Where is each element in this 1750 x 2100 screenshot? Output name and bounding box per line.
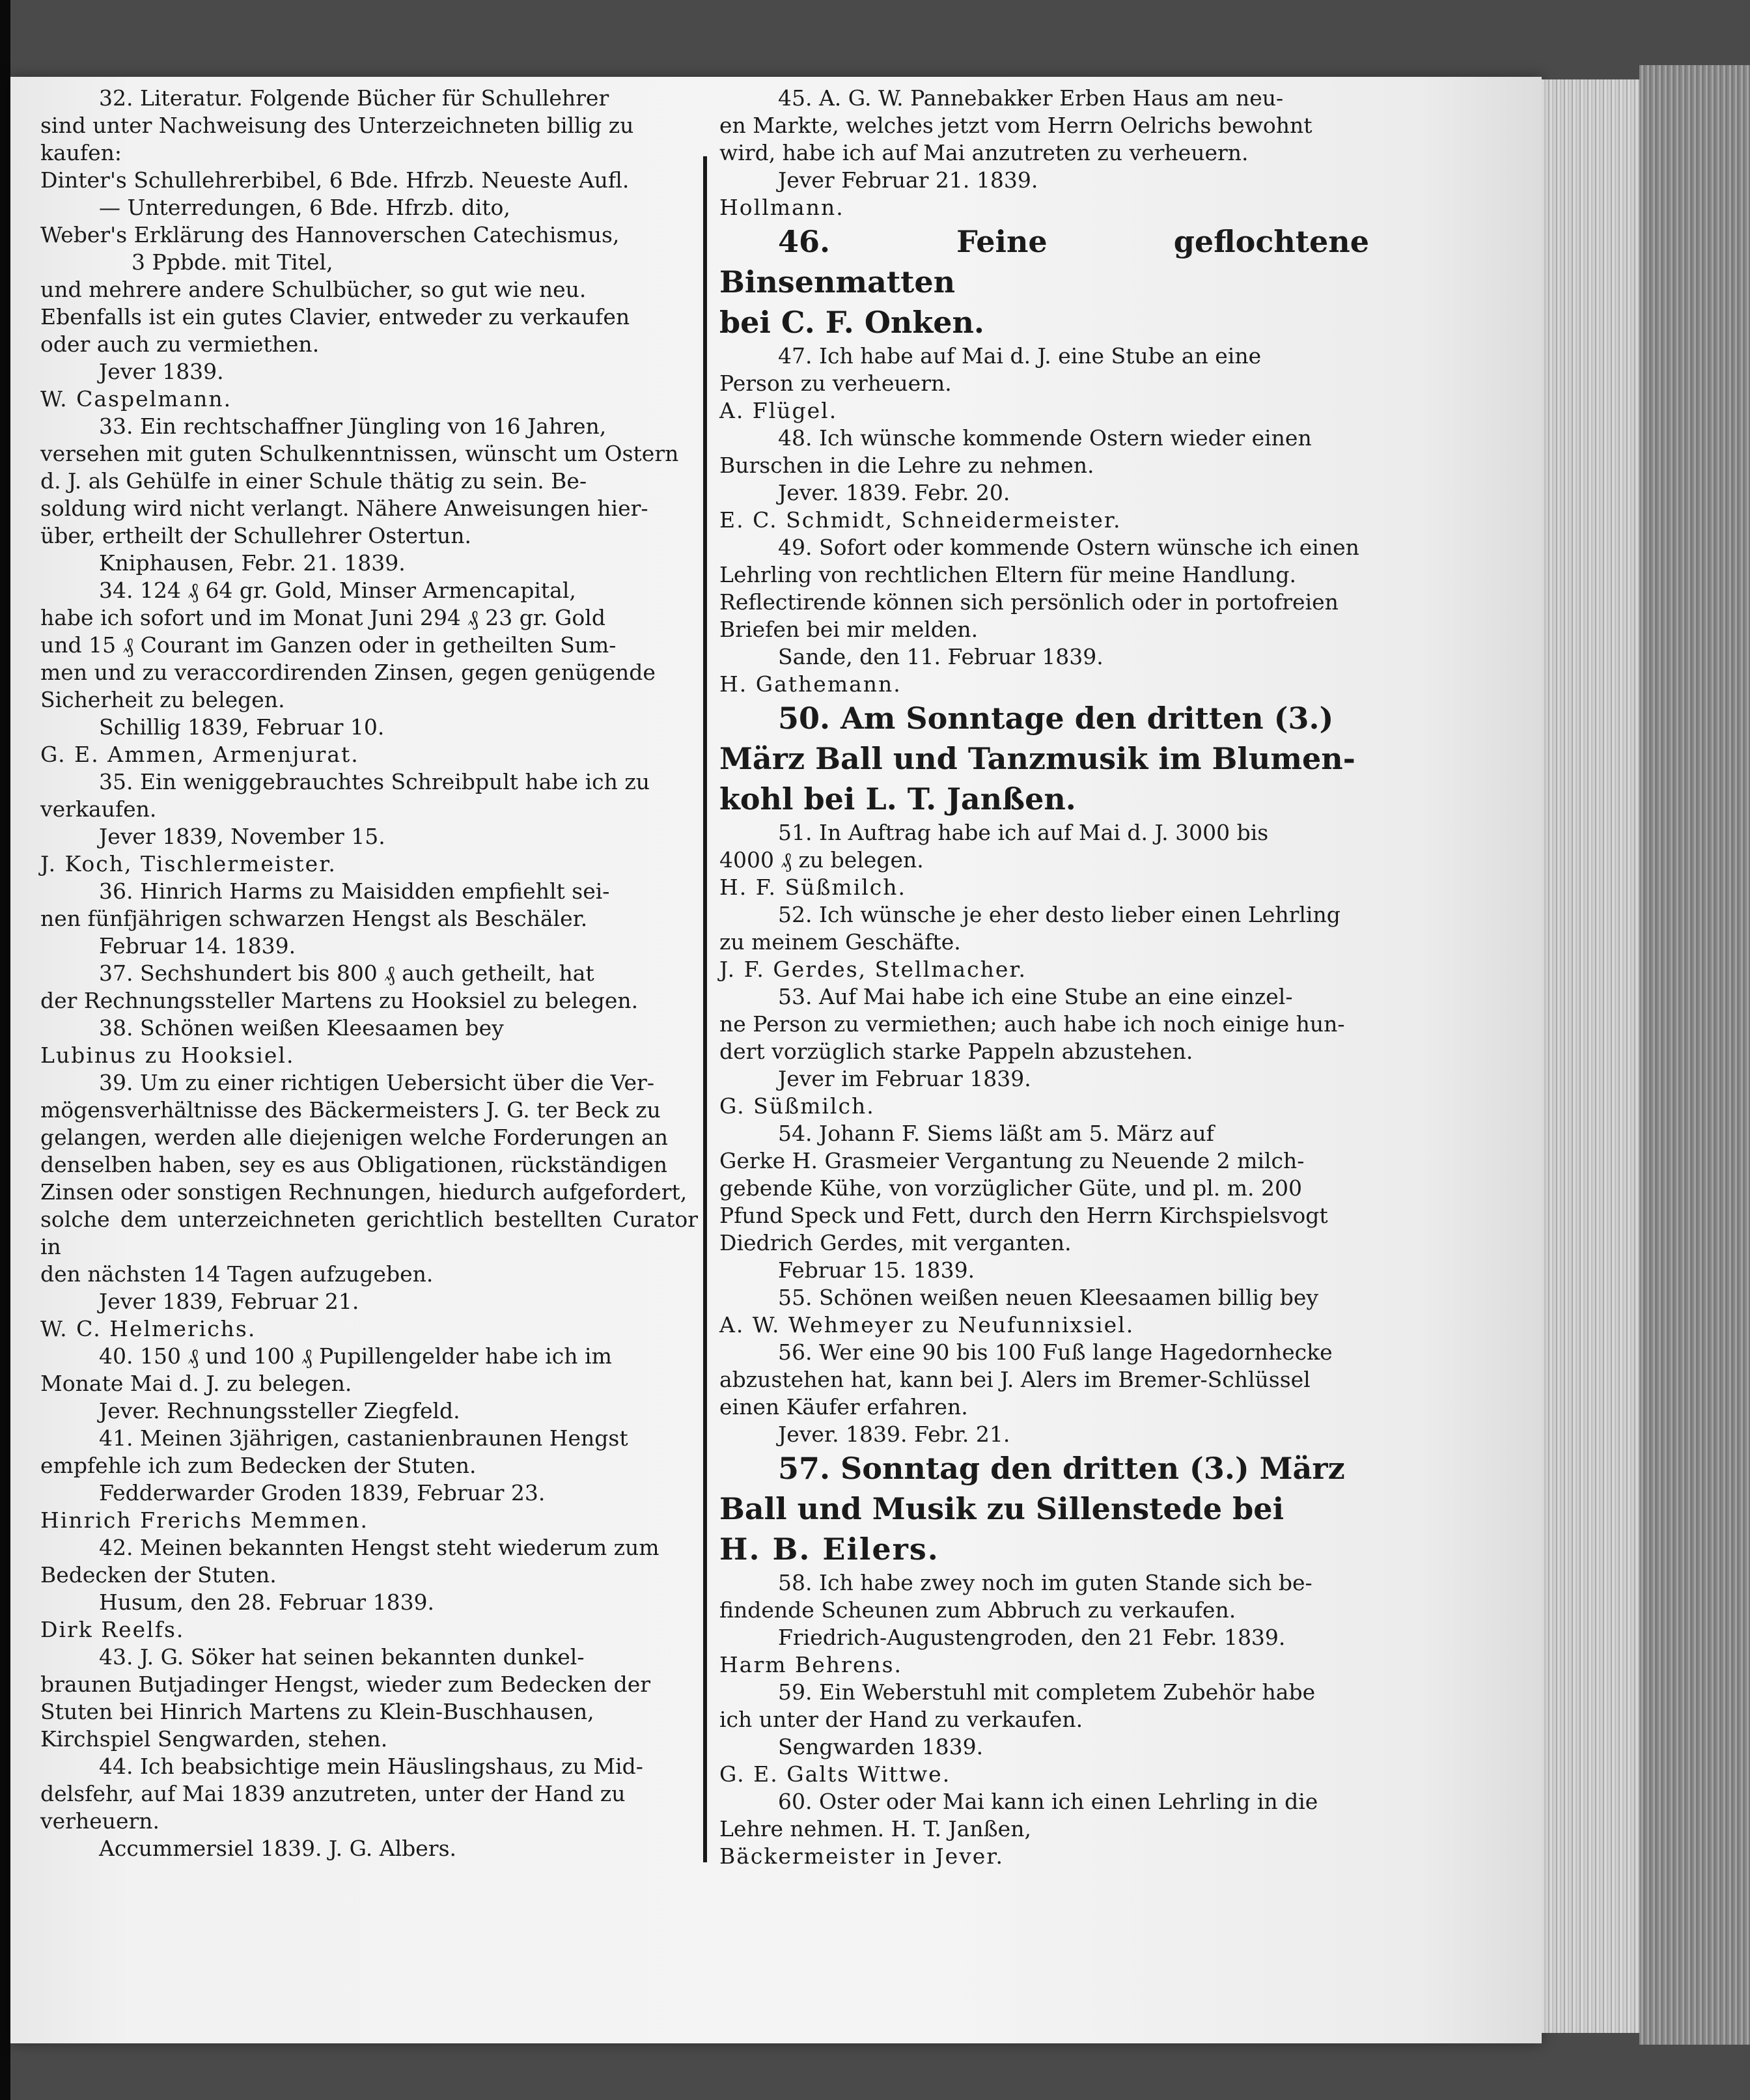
text-line: Monate Mai d. J. zu belegen. [40, 1371, 352, 1396]
text-line: und mehrere andere Schulbücher, so gut wie neu. [40, 277, 587, 302]
text-line: 33. Ein rechtschaffner Jüngling von 16 Jahren, [99, 413, 607, 439]
text-line: ne Person zu vermiethen; auch habe ich noch einige hun- [719, 1011, 1345, 1037]
text-line: H. Gathemann. [719, 671, 902, 697]
text-line: 56. Wer eine 90 bis 100 Fuß lange Hagedornhecke [778, 1339, 1333, 1365]
text-line: den nächsten 14 Tagen aufzugeben. [40, 1261, 434, 1287]
text-line: Ebenfalls ist ein gutes Clavier, entweder zu verkaufen [40, 304, 630, 329]
text-line: delsfehr, auf Mai 1839 anzutreten, unter der Hand zu [40, 1781, 626, 1806]
advertisement-entry [719, 1448, 1369, 1569]
advertisement-entry [719, 1339, 1369, 1448]
text-line: Kniphausen, Febr. 21. 1839. [99, 550, 406, 576]
book-edge-left [0, 0, 10, 2100]
book-cover-edge [1639, 65, 1750, 2045]
text-line: 60. Oster oder Mai kann ich einen Lehrling in die [778, 1789, 1318, 1814]
text-line: A. Flügel. [719, 398, 838, 423]
text-line: en Markte, welches jetzt vom Herrn Oelrichs bewohnt [719, 113, 1312, 138]
text-line: denselben haben, sey es aus Obligationen, rückständigen [40, 1152, 668, 1177]
text-line: Zinsen oder sonstigen Rechnungen, hiedurch aufgefordert, [40, 1179, 688, 1205]
text-line: 55. Schönen weißen neuen Kleesaamen billig bey [778, 1285, 1319, 1310]
text-line: Lehrling von rechtlichen Eltern für meine Handlung. [719, 562, 1296, 587]
text-line: 47. Ich habe auf Mai d. J. eine Stube an eine [778, 343, 1262, 369]
text-line: Lehre nehmen. H. T. Janßen, [719, 1816, 1031, 1841]
text-line: 35. Ein weniggebrauchtes Schreibpult habe ich zu [99, 769, 650, 794]
text-line: Sengwarden 1839. [778, 1734, 984, 1759]
text-line: 50. Am Sonntage den dritten (3.) [778, 701, 1334, 736]
text-line: versehen mit guten Schulkenntnissen, wünscht um Ostern [40, 441, 679, 466]
text-line: Bäckermeister in Jever. [719, 1843, 1004, 1869]
text-line: 45. A. G. W. Pannebakker Erben Haus am neu- [778, 85, 1284, 111]
text-line: 52. Ich wünsche je eher desto lieber einen Lehrling [778, 902, 1340, 927]
text-line: 39. Um zu einer richtigen Uebersicht über die Ver- [99, 1070, 654, 1095]
text-line: 49. Sofort oder kommende Ostern wünsche ich einen [778, 535, 1359, 560]
advertisement-entry [719, 85, 1369, 221]
text-line: Jever im Februar 1839. [778, 1066, 1031, 1091]
advertisement-entry [719, 534, 1369, 698]
left-column [40, 85, 698, 1862]
text-line: gelangen, werden alle diejenigen welche Forderungen an [40, 1125, 669, 1150]
text-line: soldung wird nicht verlangt. Nähere Anweisungen hier- [40, 496, 648, 521]
text-line: Jever 1839. [99, 359, 224, 384]
text-line: 57. Sonntag den dritten (3.) März [778, 1451, 1345, 1486]
text-line: kohl bei L. T. Janßen. [719, 781, 1076, 817]
advertisement-entry [719, 343, 1369, 425]
text-line: J. Koch, Tischlermeister. [40, 851, 337, 876]
text-line: März Ball und Tanzmusik im Blumen- [719, 741, 1355, 776]
advertisement-entry [40, 1015, 698, 1069]
text-line: dert vorzüglich starke Pappeln abzustehen. [719, 1039, 1193, 1064]
text-line: 34. 124 ₰ 64 gr. Gold, Minser Armencapital, [99, 578, 576, 603]
text-line: nen fünfjährigen schwarzen Hengst als Beschäler. [40, 906, 588, 931]
right-column [719, 85, 1369, 1870]
text-line: wird, habe ich auf Mai anzutreten zu verheuern. [719, 140, 1249, 165]
text-line: 36. Hinrich Harms zu Maisidden empfiehlt sei- [99, 878, 610, 904]
text-line: Diedrich Gerdes, mit verganten. [719, 1230, 1072, 1255]
text-line: ich unter der Hand zu verkaufen. [719, 1707, 1083, 1732]
text-line: W. Caspelmann. [40, 386, 232, 412]
advertisement-entry [40, 1425, 698, 1534]
advertisement-entry [719, 1679, 1369, 1788]
advertisement-entry [40, 878, 698, 960]
text-line: Jever. 1839. Febr. 21. [778, 1421, 1010, 1447]
text-line: 41. Meinen 3jährigen, castanienbraunen Hengst [99, 1425, 628, 1451]
advertisement-entry [40, 1534, 698, 1644]
text-line: Sande, den 11. Februar 1839. [778, 644, 1104, 669]
text-line: d. J. als Gehülfe in einer Schule thätig zu sein. Be- [40, 468, 587, 494]
text-line: J. F. Gerdes, Stellmacher. [719, 957, 1027, 982]
text-line: 38. Schönen weißen Kleesaamen bey [99, 1015, 504, 1041]
text-line: 4000 ₰ zu belegen. [719, 847, 924, 873]
text-line: empfehle ich zum Bedecken der Stuten. [40, 1453, 477, 1478]
text-line: H. F. Süßmilch. [719, 875, 907, 900]
text-line: gebende Kühe, von vorzüglicher Güte, und pl. m. 200 [719, 1175, 1303, 1201]
text-line: Sicherheit zu belegen. [40, 687, 285, 712]
text-line: Briefen bei mir melden. [719, 617, 979, 642]
text-line: kaufen: [40, 140, 122, 165]
advertisement-entry [40, 1343, 698, 1425]
advertisement-entry [40, 577, 698, 768]
text-line: der Rechnungssteller Martens zu Hooksiel zu belegen. [40, 988, 639, 1013]
text-line: 40. 150 ₰ und 100 ₰ Pupillengelder habe ich im [99, 1343, 612, 1369]
text-line: und 15 ₰ Courant im Ganzen oder in getheilten Sum- [40, 632, 617, 658]
text-line: G. E. Ammen, Armenjurat. [40, 742, 359, 767]
advertisement-entry [719, 1569, 1369, 1679]
text-line: Jever. 1839. Febr. 20. [778, 480, 1010, 505]
advertisement-entry [719, 819, 1369, 901]
text-line: Person zu verheuern. [719, 371, 952, 396]
text-line: Lubinus zu Hooksiel. [40, 1043, 295, 1068]
text-line: einen Käufer erfahren. [719, 1394, 968, 1420]
text-line: Jever. Rechnungssteller Ziegfeld. [99, 1398, 460, 1423]
text-line: 48. Ich wünsche kommende Ostern wieder einen [778, 425, 1312, 451]
text-line: Kirchspiel Sengwarden, stehen. [40, 1726, 388, 1752]
text-line: Ball und Musik zu Sillenstede bei [719, 1491, 1285, 1526]
text-line: Weber's Erklärung des Hannoverschen Catechismus, [40, 222, 620, 247]
text-line: Accummersiel 1839. J. G. Albers. [99, 1836, 457, 1861]
text-line: Gerke H. Grasmeier Vergantung zu Neuende 2 milch- [719, 1148, 1305, 1173]
text-line: 59. Ein Weberstuhl mit completem Zubehör habe [778, 1679, 1316, 1705]
advertisement-entry [719, 1284, 1369, 1339]
text-line: mögensverhältnisse des Bäckermeisters J. G. ter Beck zu [40, 1097, 661, 1123]
text-line: Pfund Speck und Fett, durch den Herrn Kirchspielsvogt [719, 1203, 1328, 1228]
text-line: Schillig 1839, Februar 10. [99, 714, 385, 740]
text-line: habe ich sofort und im Monat Juni 294 ₰ 23 gr. Gold [40, 605, 605, 630]
advertisement-entry [719, 1120, 1369, 1284]
text-line: 43. J. G. Söker hat seinen bekannten dunkel- [99, 1644, 585, 1670]
text-line: 46. Feine geflochtene Binsenmatten [719, 224, 1369, 300]
text-line: Dirk Reelfs. [40, 1617, 185, 1642]
column-divider [703, 156, 707, 1862]
text-line: Februar 15. 1839. [778, 1257, 975, 1283]
text-line: über, ertheilt der Schullehrer Ostertun. [40, 523, 472, 548]
text-line: Februar 14. 1839. [99, 933, 296, 959]
text-line: verheuern. [40, 1808, 160, 1834]
text-line: sind unter Nachweisung des Unterzeichneten billig zu [40, 113, 634, 138]
advertisement-entry [719, 221, 1369, 343]
text-line: bei C. F. Onken. [719, 305, 984, 340]
text-line: Jever 1839, Februar 21. [99, 1289, 359, 1314]
text-line: Bedecken der Stuten. [40, 1562, 277, 1588]
advertisement-entry [719, 425, 1369, 534]
page-stack-edge [1542, 79, 1639, 2033]
advertisement-entry [40, 1069, 698, 1343]
text-line: oder auch zu vermiethen. [40, 331, 320, 357]
text-line: Dinter's Schullehrerbibel, 6 Bde. Hfrzb. Neueste Aufl. [40, 167, 630, 193]
text-line: men und zu veraccordirenden Zinsen, gegen genügende [40, 660, 656, 685]
text-line: Husum, den 28. Februar 1839. [99, 1589, 435, 1615]
text-line: braunen Butjadinger Hengst, wieder zum Bedecken der [40, 1672, 651, 1697]
text-line: zu meinem Geschäfte. [719, 929, 961, 955]
text-line: verkaufen. [40, 796, 157, 822]
text-line: G. E. Galts Wittwe. [719, 1761, 951, 1787]
text-line: Jever Februar 21. 1839. [778, 167, 1038, 193]
text-line: 42. Meinen bekannten Hengst steht wiederum zum [99, 1535, 660, 1560]
advertisement-entry [40, 960, 698, 1015]
text-line: 3 Ppbde. mit Titel, [132, 249, 333, 275]
text-line: 51. In Auftrag habe ich auf Mai d. J. 3000 bis [778, 820, 1269, 845]
text-line: Harm Behrens. [719, 1652, 903, 1677]
text-line: solche dem unterzeichneten gerichtlich bestellten Curator in [40, 1207, 698, 1259]
advertisement-entry [719, 983, 1369, 1120]
text-line: Friedrich-Augustengroden, den 21 Febr. 1839. [778, 1625, 1286, 1650]
text-line: W. C. Helmerichs. [40, 1316, 257, 1341]
text-line: Hollmann. [719, 195, 844, 220]
text-line: — Unterredungen, 6 Bde. Hfrzb. dito, [99, 195, 510, 220]
text-line: A. W. Wehmeyer zu Neufunnixsiel. [719, 1312, 1135, 1337]
advertisement-entry [40, 85, 698, 413]
advertisement-entry [40, 413, 698, 577]
text-line: Stuten bei Hinrich Martens zu Klein-Buschhausen, [40, 1699, 594, 1724]
text-line: E. C. Schmidt, Schneidermeister. [719, 507, 1122, 533]
advertisement-entry [719, 1788, 1369, 1870]
text-line: Hinrich Frerichs Memmen. [40, 1507, 369, 1533]
text-line: G. Süßmilch. [719, 1093, 875, 1119]
text-line: 53. Auf Mai habe ich eine Stube an eine einzel- [778, 984, 1293, 1009]
text-line: 37. Sechshundert bis 800 ₰ auch getheilt, hat [99, 960, 594, 986]
text-line: 44. Ich beabsichtige mein Häuslingshaus, zu Mid- [99, 1754, 643, 1779]
advertisement-entry [40, 1644, 698, 1753]
advertisement-entry [719, 698, 1369, 819]
text-line: Jever 1839, November 15. [99, 824, 385, 849]
text-line: Reflectirende können sich persönlich oder in portofreien [719, 589, 1339, 615]
text-line: 54. Johann F. Siems läßt am 5. März auf [778, 1121, 1214, 1146]
text-line: 32. Literatur. Folgende Bücher für Schullehrer [99, 85, 609, 111]
advertisement-entry [40, 768, 698, 878]
advertisement-entry [40, 1753, 698, 1862]
text-line: findende Scheunen zum Abbruch zu verkaufen. [719, 1597, 1236, 1623]
text-line: Burschen in die Lehre zu nehmen. [719, 453, 1094, 478]
text-line: abzustehen hat, kann bei J. Alers im Bremer-Schlüssel [719, 1367, 1311, 1392]
text-line: Fedderwarder Groden 1839, Februar 23. [99, 1480, 546, 1505]
text-line: H. B. Eilers. [719, 1532, 939, 1567]
text-line: 58. Ich habe zwey noch im guten Stande sich be- [778, 1570, 1312, 1595]
advertisement-entry [719, 901, 1369, 983]
